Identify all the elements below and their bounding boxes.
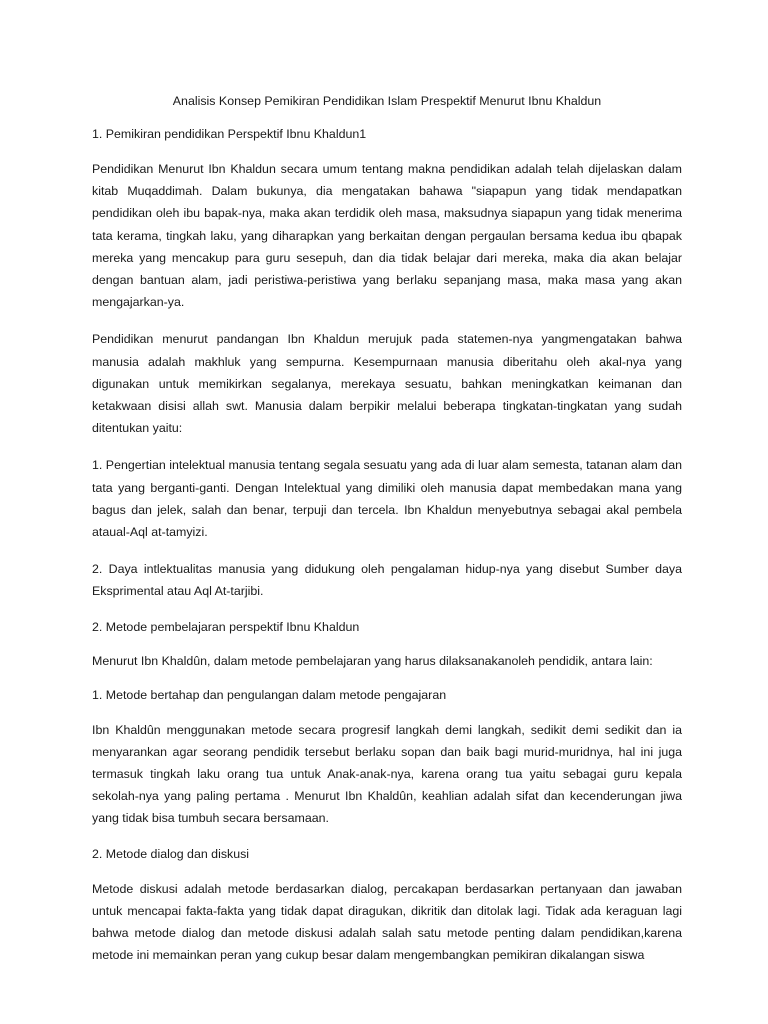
subsection-heading-1: 1. Metode bertahap dan pengulangan dalam metode pengajaran bbox=[92, 687, 447, 702]
paragraph-1: Pendidikan Menurut Ibn Khaldun secara umum tentang makna pendidikan adalah telah dijelaskan dalam kitab Muqaddimah. Dalam bukunya, dia mengatakan bahawa "siapapun yang tidak mendapatkan pendidikan oleh ibu bapak-nya, maka akan terdidik oleh masa, maksudnya siapapun yang tidak menerima tata kerama, tingkah laku, yang diharapkan yang berkaitan dengan pergaulan bersama kedua ibu qbapak mereka yang mencakup para guru sesepuh, dan dia tidak belajar dari mereka, maka dia akan belajar dengan bantuan alam, jadi peristiwa-peristiwa yang berlaku sepanjang masa, maka masa yang akan mengajarkan-ya. bbox=[92, 162, 682, 310]
document-title: Analisis Konsep Pemikiran Pendidikan Islam Prespektif Menurut Ibnu Khaldun bbox=[172, 94, 602, 108]
section-heading-1: 1. Pemikiran pendidikan Perspektif Ibnu Khaldun1 bbox=[92, 127, 367, 141]
section-heading-2: 2. Metode pembelajaran perspektif Ibnu Khaldun bbox=[92, 619, 360, 634]
paragraph-6: Ibn Khaldûn menggunakan metode secara progresif langkah demi langkah, sedikit demi sedikit dan ia menyarankan agar seorang pendidik tersebut berlaku sopan dan baik bagi murid-muridnya, hal ini juga termasuk tingkah laku orang tua untuk Anak-anak-nya, karena orang tua yaitu sebagai guru kepala sekolah-nya yang paling pertama . Menurut Ibn Khaldûn, keahlian adalah sifat dan kecenderungan jiwa yang tidak bisa tumbuh secara bersamaan. bbox=[92, 722, 682, 826]
paragraph-5: Menurut Ibn Khaldûn, dalam metode pembelajaran yang harus dilaksanakanoleh pendidik, antara lain: bbox=[92, 653, 653, 668]
paragraph-3: 1. Pengertian intelektual manusia tentang segala sesuatu yang ada di luar alam semesta, tatanan alam dan tata yang berganti-ganti. Dengan Intelektual yang dimiliki oleh manusia dapat membedakan mana yang bagus dan jelek, salah dan benar, terpuji dan tercela. Ibn Khaldun menyebutnya sebagai akal pembela ataual-Aql at-tamyizi. bbox=[92, 458, 682, 540]
paragraph-4: 2. Daya intlektualitas manusia yang didukung oleh pengalaman hidup-nya yang disebut Sumber daya Eksprimental atau Aql At-tarjibi. bbox=[92, 562, 682, 599]
paragraph-7: Metode diskusi adalah metode berdasarkan dialog, percakapan berdasarkan pertanyaan dan jawaban untuk mencapai fakta-fakta yang tidak dapat diragukan, dikritik dan ditolak lagi. Tidak ada keraguan lagi bahwa metode dialog dan metode diskusi adalah salah satu metode penting dalam pendidikan,karena metode ini memainkan peran yang cukup besar dalam mengembangkan pemikiran dikalangan siswa bbox=[92, 881, 682, 963]
subsection-heading-2: 2. Metode dialog dan diskusi bbox=[92, 846, 250, 861]
paragraph-2: Pendidikan menurut pandangan Ibn Khaldun merujuk pada statemen-nya yangmengatakan bahwa manusia adalah makhluk yang sempurna. Kesempurnaan manusia diberitahu oleh akal-nya yang digunakan untuk memikirkan segalanya, merekaya sesuatu, bahkan meningkatkan keimanan dan ketakwaan disisi allah swt. Manusia dalam berpikir melalui beberapa tingkatan-tingkatan yang sudah ditentukan yaitu: bbox=[92, 332, 682, 436]
